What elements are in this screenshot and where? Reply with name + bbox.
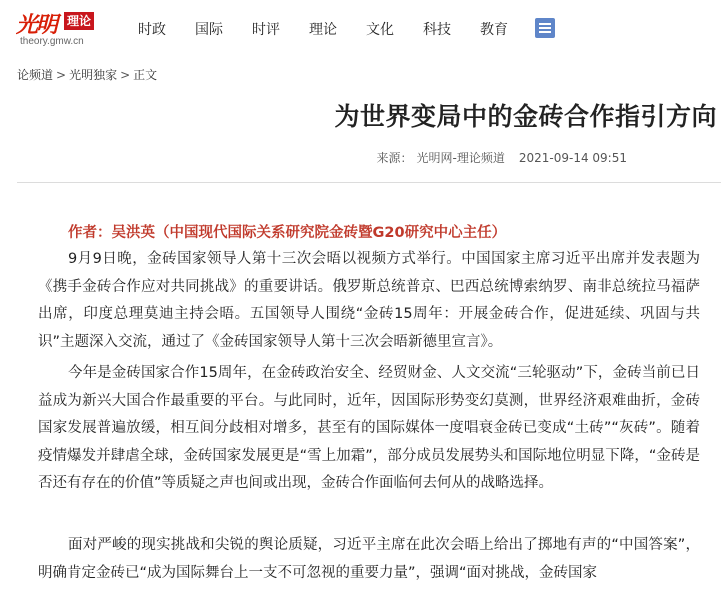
nav-item-commentary[interactable]: 时评 [252,22,280,38]
breadcrumb-separator: > [120,68,131,82]
nav-item-culture[interactable]: 文化 [366,22,394,38]
article-paragraph-1: 9月9日晚，金砖国家领导人第十三次会晤以视频方式举行。中国国家主席习近平出席并发表题为《携手金砖合作应对共同挑战》的重要讲话。俄罗斯总统普京、巴西总统博索纳罗、南非总统拉马福萨出席，印度总理莫迪主持会晤。五国领导人围绕“金砖15周年：开展金砖合作，促进延续、巩固与共识”主题深入交流，通过了《金砖国家领导人第十三次会晤新德里宣言》。 [38,251,700,350]
article-author: 作者：吴洪英（中国现代国际关系研究院金砖暨G20研究中心主任） [68,225,507,241]
breadcrumb-current: 正文 [133,68,158,82]
publish-date: 2021-09-14 09:51 [518,151,627,165]
site-header [0,0,721,58]
header-divider [17,182,721,183]
nav-item-technology[interactable]: 科技 [423,22,451,38]
source-label: 来源： [376,151,413,165]
source-link[interactable]: 光明网-理论频道 [416,151,505,165]
nav-item-international[interactable]: 国际 [195,22,223,38]
article-meta [377,149,628,166]
logo-box: 理论 [64,12,94,30]
article-paragraph-2: 今年是金砖国家合作15周年，在金砖政治安全、经贸财金、人文交流“三轮驱动”下，金砖当前已日益成为新兴大国合作最重要的平台。与此同时，近年，因国际形势变幻莫测，世界经济艰难曲折，金砖国家发展普遍放缓，相互间分歧相对增多，甚至有的国际媒体一度唱衰金砖已变成“土砖”“灰砖”。随着疫情爆发并肆虐全球，金砖国家发展更是“雪上加霜”，部分成员发展势头和国际地位明显下降，“金砖是否还有存在的价值”等质疑之声也间或出现，金砖合作面临何去何从的战略选择。 [38,365,700,491]
site-logo[interactable] [14,6,102,50]
article-title: 为世界变局中的金砖合作指引方向 [334,102,717,131]
logo-script: 光明 [16,12,57,38]
nav-item-theory[interactable]: 理论 [309,22,337,38]
hamburger-menu-icon[interactable] [535,18,555,38]
breadcrumb-channel[interactable]: 论频道 [17,68,54,82]
breadcrumb-gmw-exclusive[interactable]: 光明独家 [69,68,118,82]
breadcrumb [17,66,157,83]
logo-url: theory.gmw.cn [20,36,84,47]
nav-item-education[interactable]: 教育 [480,22,508,38]
article-paragraph-3: 面对严峻的现实挑战和尖锐的舆论质疑，习近平主席在此次会晤上给出了掷地有声的“中国答案”，明确肯定金砖已“成为国际舞台上一支不可忽视的重要力量”，强调“面对挑战，金砖国家 [38,537,700,581]
nav-item-politics[interactable]: 时政 [138,22,166,38]
breadcrumb-separator: > [56,68,67,82]
